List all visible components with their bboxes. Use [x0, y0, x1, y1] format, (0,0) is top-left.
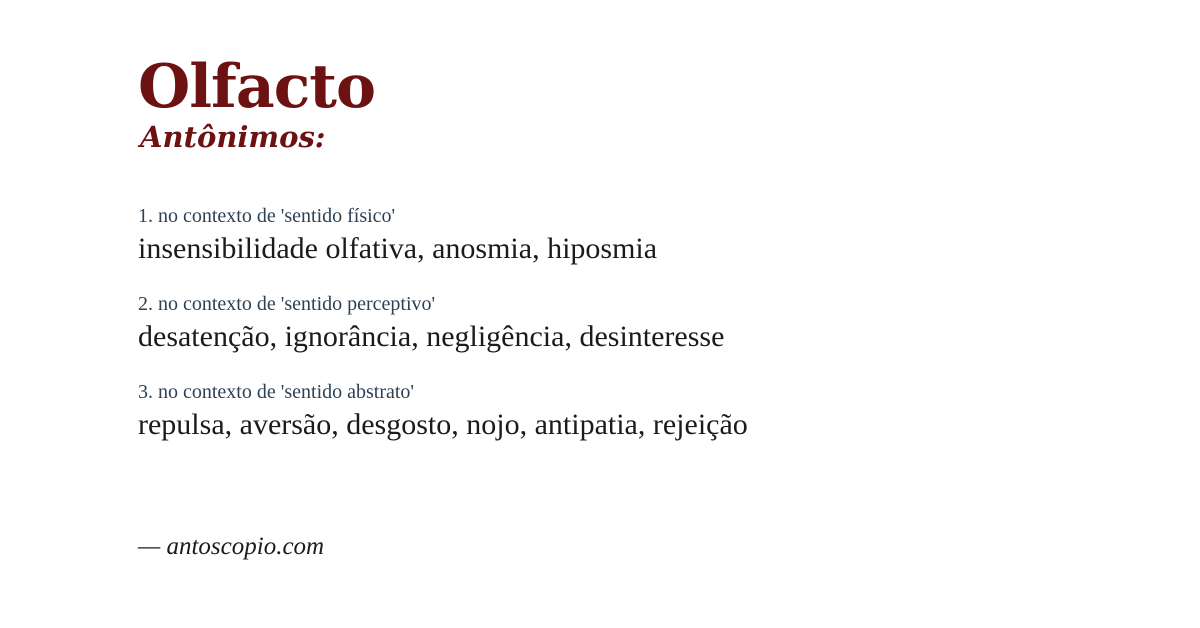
sense-entry-2 [138, 292, 1118, 355]
attribution-text: — antoscopio.com [138, 532, 325, 560]
sense-context: 2. no contexto de 'sentido perceptivo' [138, 292, 436, 315]
word-title: Olfacto [138, 52, 376, 122]
sense-context: 3. no contexto de 'sentido abstrato' [138, 380, 415, 403]
senses-list [138, 204, 1118, 443]
sense-antonyms: repulsa, aversão, desgosto, nojo, antipatia, rejeição [138, 407, 748, 441]
sense-antonyms: insensibilidade olfativa, anosmia, hiposmia [138, 231, 658, 265]
sense-context: 1. no contexto de 'sentido físico' [138, 204, 396, 227]
antonyms-section-label: Antônimos: [140, 120, 326, 154]
sense-entry-1 [138, 204, 1118, 267]
sense-antonyms: desatenção, ignorância, negligência, desinteresse [138, 319, 725, 353]
sense-entry-3 [138, 380, 1118, 443]
card-content [138, 0, 1118, 563]
